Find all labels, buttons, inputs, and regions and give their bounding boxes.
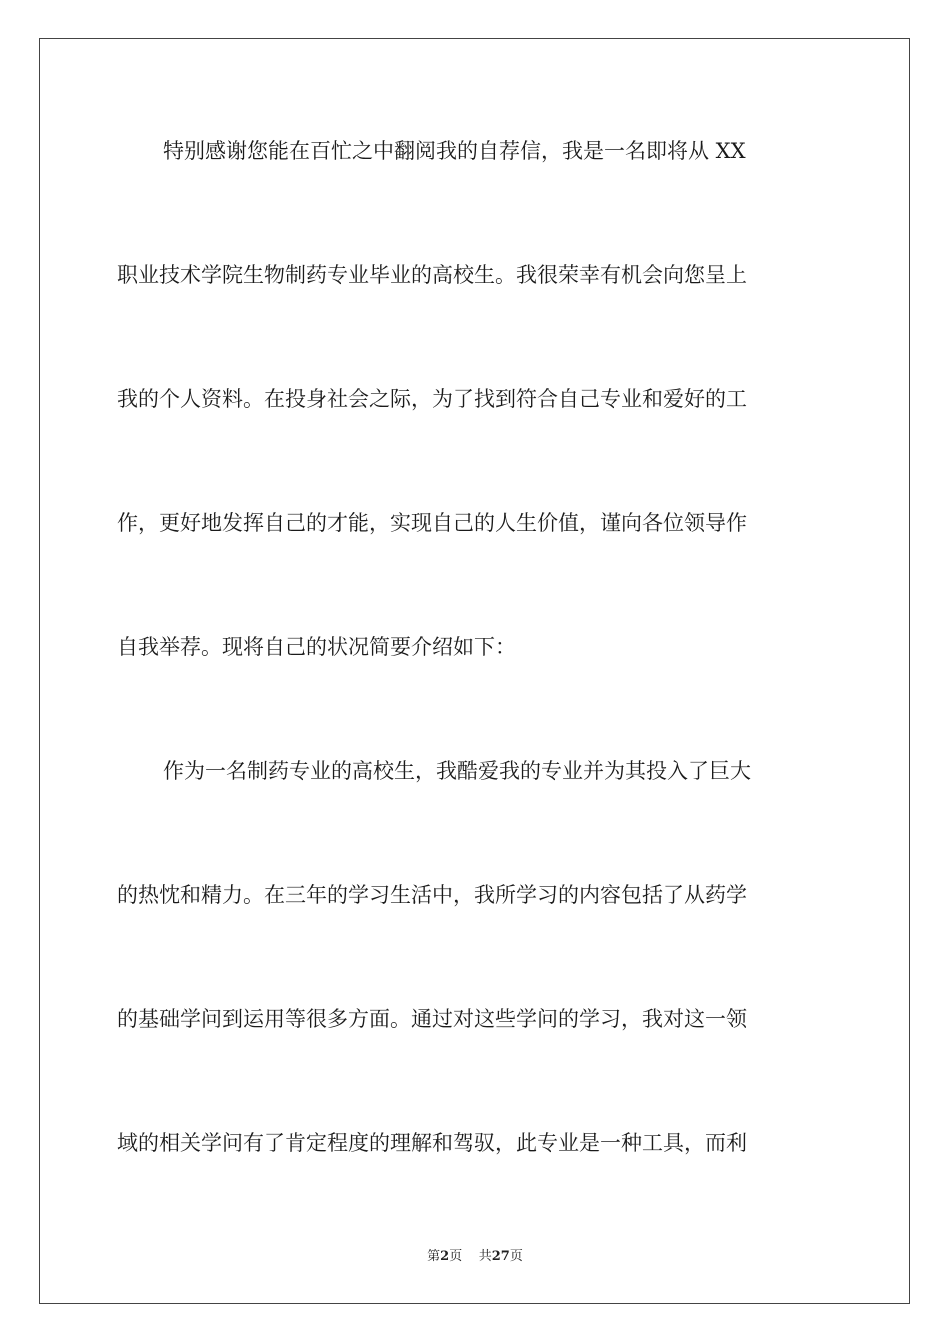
- footer-total-pages: 27: [491, 1249, 510, 1264]
- paragraph-1-line-1: 特别感谢您能在百忙之中翻阅我的自荐信，我是一名即将从 XX: [163, 139, 746, 163]
- paragraph-1-line-5: 自我举荐。现将自己的状况简要介绍如下：: [117, 635, 516, 659]
- paragraph-2-line-4: 域的相关学问有了肯定程度的理解和驾驭，此专业是一种工具，而利: [117, 1131, 747, 1155]
- paragraph-1-line-4: 作，更好地发挥自己的才能，实现自己的人生价值，谨向各位领导作: [117, 511, 747, 535]
- paragraph-2-line-3: 的基础学问到运用等很多方面。通过对这些学问的学习，我对这一领: [117, 1007, 747, 1031]
- footer-page-number: 2: [440, 1249, 450, 1264]
- footer-total-prefix: 共: [478, 1249, 492, 1264]
- footer-total-suffix: 页: [509, 1249, 523, 1264]
- paragraph-1-line-2: 职业技术学院生物制药专业毕业的高校生。我很荣幸有机会向您呈上: [117, 263, 747, 287]
- footer-page-prefix: 第: [427, 1249, 441, 1264]
- page-border: [39, 38, 910, 1304]
- paragraph-2-line-1: 作为一名制药专业的高校生，我酷爱我的专业并为其投入了巨大: [163, 759, 751, 783]
- paragraph-1-line-3: 我的个人资料。在投身社会之际，为了找到符合自己专业和爱好的工: [117, 387, 747, 411]
- paragraph-2-line-2: 的热忱和精力。在三年的学习生活中，我所学习的内容包括了从药学: [117, 883, 747, 907]
- footer-page-suffix: 页: [449, 1249, 463, 1264]
- page-footer: [0, 1248, 950, 1266]
